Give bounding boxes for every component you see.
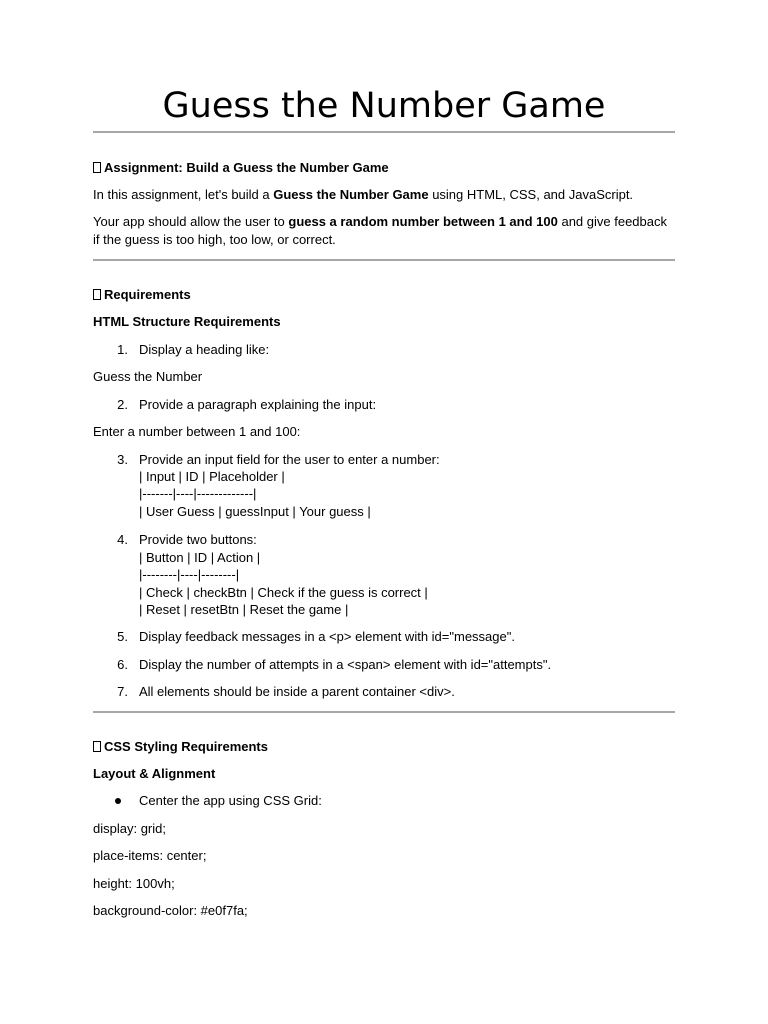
divider: [93, 259, 675, 261]
table-row: |--------|----|--------|: [139, 567, 240, 582]
list-item-text: Display feedback messages in a <p> element with id="message".: [139, 629, 515, 644]
table-row: | Button | ID | Action |: [139, 550, 261, 565]
missing-glyph-icon: [93, 162, 101, 173]
list-item-text: Display the number of attempts in a <span> element with id="attempts".: [139, 657, 552, 672]
code-line: height: 100vh;: [93, 876, 175, 891]
example-paragraph-text: Enter a number between 1 and 100:: [93, 424, 301, 439]
requirements-heading: Requirements: [93, 286, 675, 304]
list-number: 7.: [117, 684, 128, 699]
list-number: 3.: [117, 452, 128, 467]
table-row: | Reset | resetBtn | Reset the game |: [139, 602, 349, 617]
list-number: 6.: [117, 657, 128, 672]
css-heading: CSS Styling Requirements: [93, 738, 675, 756]
list-item-text: Display a heading like:: [139, 342, 270, 357]
table-row: | Check | checkBtn | Check if the guess is correct |: [139, 585, 428, 600]
table-row: | Input | ID | Placeholder |: [139, 469, 285, 484]
assignment-description: Your app should allow the user to guess a random number between 1 and 100 and give feedback if the guess is too high, too low, or correct.: [93, 214, 667, 247]
list-number: 5.: [117, 629, 128, 644]
html-requirements-subheading: HTML Structure Requirements: [93, 314, 281, 329]
table-row: | User Guess | guessInput | Your guess |: [139, 504, 371, 519]
list-number: 1.: [117, 342, 128, 357]
assignment-intro: In this assignment, let's build a Guess the Number Game using HTML, CSS, and JavaScript.: [93, 187, 634, 202]
list-item-text: All elements should be inside a parent container <div>.: [139, 684, 455, 699]
layout-subheading: Layout & Alignment: [93, 766, 216, 781]
divider: [93, 131, 675, 133]
list-number: 2.: [117, 397, 128, 412]
missing-glyph-icon: [93, 741, 101, 752]
list-item-text: Center the app using CSS Grid:: [139, 793, 322, 808]
list-item-text: Provide a paragraph explaining the input:: [139, 397, 377, 412]
divider: [93, 711, 675, 713]
code-line: background-color: #e0f7fa;: [93, 903, 248, 918]
page-title: Guess the Number Game: [162, 86, 606, 126]
assignment-heading: Assignment: Build a Guess the Number Game: [93, 159, 675, 177]
bullet-icon: [115, 798, 121, 804]
list-number: 4.: [117, 532, 128, 547]
code-line: display: grid;: [93, 821, 166, 836]
list-item-text: Provide two buttons:: [139, 532, 257, 547]
example-heading-text: Guess the Number: [93, 369, 203, 384]
table-row: |-------|----|-------------|: [139, 486, 257, 501]
code-line: place-items: center;: [93, 848, 207, 863]
missing-glyph-icon: [93, 289, 101, 300]
list-item-text: Provide an input field for the user to enter a number:: [139, 452, 440, 467]
